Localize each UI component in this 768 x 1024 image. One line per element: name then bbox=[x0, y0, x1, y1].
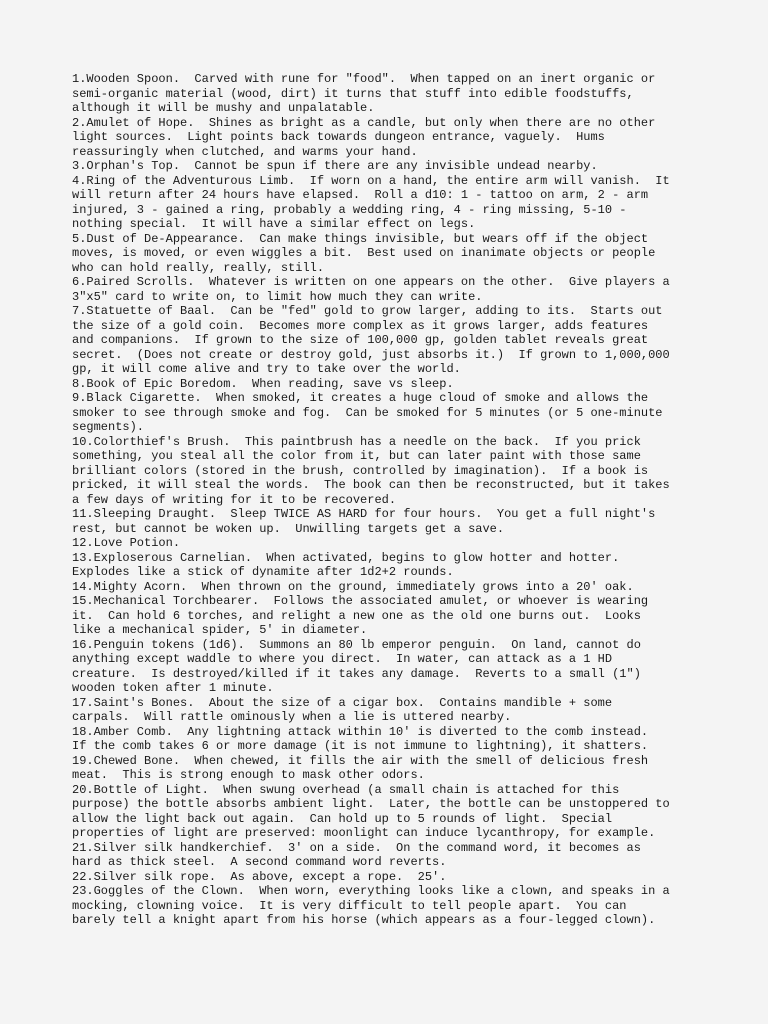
text-line: 7.Statuette of Baal. Can be "fed" gold to grow larger, adding to its. Starts out bbox=[72, 304, 663, 318]
text-line: will return after 24 hours have elapsed. Roll a d10: 1 - tattoo on arm, 2 - arm bbox=[72, 188, 649, 202]
text-line: 3"x5" card to write on, to limit how much they can write. bbox=[72, 289, 483, 304]
text-line: purpose) the bottle absorbs ambient light. Later, the bottle can be unstoppered to bbox=[72, 797, 670, 811]
text-line: 18.Amber Comb. Any lightning attack within 10' is diverted to the comb instead. bbox=[72, 724, 649, 739]
text-line: creature. Is destroyed/killed if it takes any damage. Reverts to a small (1") bbox=[72, 666, 641, 681]
text-line: 20.Bottle of Light. When swung overhead (a small chain is attached for this bbox=[72, 782, 620, 797]
text-line: 1.Wooden Spoon. Carved with rune for "food". When tapped on an inert organic or bbox=[72, 72, 656, 86]
text-line: although it will be mushy and unpalatable. bbox=[72, 101, 375, 115]
text-line: who can hold really, really, still. bbox=[72, 260, 325, 275]
text-line: 9.Black Cigarette. When smoked, it creates a huge cloud of smoke and allows the bbox=[72, 391, 649, 405]
text-line: injured, 3 - gained a ring, probably a wedding ring, 4 - ring missing, 5-10 - bbox=[72, 202, 627, 217]
text-line: 6.Paired Scrolls. Whatever is written on one appears on the other. Give players a bbox=[72, 275, 670, 289]
text-line: 22.Silver silk rope. As above, except a rope. 25'. bbox=[72, 869, 447, 884]
document-body bbox=[72, 72, 712, 928]
text-line: 19.Chewed Bone. When chewed, it fills the air with the smell of delicious fresh bbox=[72, 753, 649, 768]
text-line: 21.Silver silk handkerchief. 3' on a side. On the command word, it becomes as bbox=[72, 840, 641, 855]
text-line: hard as thick steel. A second command word reverts. bbox=[72, 855, 447, 869]
text-line: wooden token after 1 minute. bbox=[72, 681, 274, 695]
text-line: and companions. If grown to the size of 100,000 gp, golden tablet reveals great bbox=[72, 333, 649, 347]
text-line: gp, it will come alive and try to take over the world. bbox=[72, 362, 461, 376]
text-line: barely tell a knight apart from his horse (which appears as a four-legged clown). bbox=[72, 913, 656, 927]
text-line: reassuringly when clutched, and warms your hand. bbox=[72, 144, 418, 159]
text-line: 23.Goggles of the Clown. When worn, everything looks like a clown, and speaks in a bbox=[72, 884, 670, 898]
text-line: secret. (Does not create or destroy gold, just absorbs it.) If grown to 1,000,000 bbox=[72, 347, 670, 362]
text-line: 8.Book of Epic Boredom. When reading, save vs sleep. bbox=[72, 376, 454, 391]
text-line: rest, but cannot be woken up. Unwilling targets get a save. bbox=[72, 521, 505, 536]
text-line: anything except waddle to where you direct. In water, can attack as a 1 HD bbox=[72, 652, 613, 666]
text-line: 15.Mechanical Torchbearer. Follows the associated amulet, or whoever is wearing bbox=[72, 594, 649, 608]
text-line: moves, is moved, or even wiggles a bit. Best used on inanimate objects or people bbox=[72, 246, 656, 260]
text-line: something, you steal all the color from it, but can later paint with those same bbox=[72, 449, 641, 463]
text-line: properties of light are preserved: moonlight can induce lycanthropy, for example. bbox=[72, 826, 656, 840]
text-line: nothing special. It will have a similar effect on legs. bbox=[72, 217, 476, 231]
text-line: a few days of writing for it to be recovered. bbox=[72, 492, 397, 507]
text-line: 3.Orphan's Top. Cannot be spun if there are any invisible undead nearby. bbox=[72, 159, 598, 173]
text-line: 14.Mighty Acorn. When thrown on the ground, immediately grows into a 20' oak. bbox=[72, 579, 634, 594]
text-line: segments). bbox=[72, 420, 145, 434]
text-line: 10.Colorthief's Brush. This paintbrush has a needle on the back. If you prick bbox=[72, 434, 641, 449]
text-line: brilliant colors (stored in the brush, controlled by imagination). If a book is bbox=[72, 463, 649, 478]
text-line: 2.Amulet of Hope. Shines as bright as a candle, but only when there are no other bbox=[72, 115, 656, 130]
text-line: 11.Sleeping Draught. Sleep TWICE AS HARD for four hours. You get a full night's bbox=[72, 507, 656, 521]
text-line: light sources. Light points back towards dungeon entrance, vaguely. Hums bbox=[72, 130, 605, 144]
text-line: mocking, clowning voice. It is very difficult to tell people apart. You can bbox=[72, 898, 627, 913]
text-line: semi-organic material (wood, dirt) it turns that stuff into edible foodstuffs, bbox=[72, 86, 634, 101]
text-line: 12.Love Potion. bbox=[72, 536, 181, 550]
text-line: carpals. Will rattle ominously when a lie is uttered nearby. bbox=[72, 710, 512, 724]
text-line: Explodes like a stick of dynamite after 1d2+2 rounds. bbox=[72, 565, 454, 579]
text-line: it. Can hold 6 torches, and relight a new one as the old one burns out. Looks bbox=[72, 608, 641, 623]
text-line: 4.Ring of the Adventurous Limb. If worn on a hand, the entire arm will vanish. It bbox=[72, 173, 670, 188]
text-line: like a mechanical spider, 5' in diameter. bbox=[72, 623, 368, 637]
text-line: pricked, it will steal the words. The book can then be reconstructed, but it takes bbox=[72, 478, 670, 492]
text-line: allow the light back out again. Can hold up to 5 rounds of light. Special bbox=[72, 811, 613, 826]
text-line: 17.Saint's Bones. About the size of a cigar box. Contains mandible + some bbox=[72, 695, 613, 710]
text-line: smoker to see through smoke and fog. Can be smoked for 5 minutes (or 5 one-minute bbox=[72, 405, 663, 420]
text-line: If the comb takes 6 or more damage (it is not immune to lightning), it shatters. bbox=[72, 739, 649, 753]
text-line: 13.Exploserous Carnelian. When activated, begins to glow hotter and hotter. bbox=[72, 550, 620, 565]
text-line: 5.Dust of De-Appearance. Can make things invisible, but wears off if the object bbox=[72, 231, 649, 246]
text-line: 16.Penguin tokens (1d6). Summons an 80 lb emperor penguin. On land, cannot do bbox=[72, 637, 641, 652]
text-line: meat. This is strong enough to mask other odors. bbox=[72, 768, 425, 782]
text-line: the size of a gold coin. Becomes more complex as it grows larger, adds features bbox=[72, 318, 649, 333]
